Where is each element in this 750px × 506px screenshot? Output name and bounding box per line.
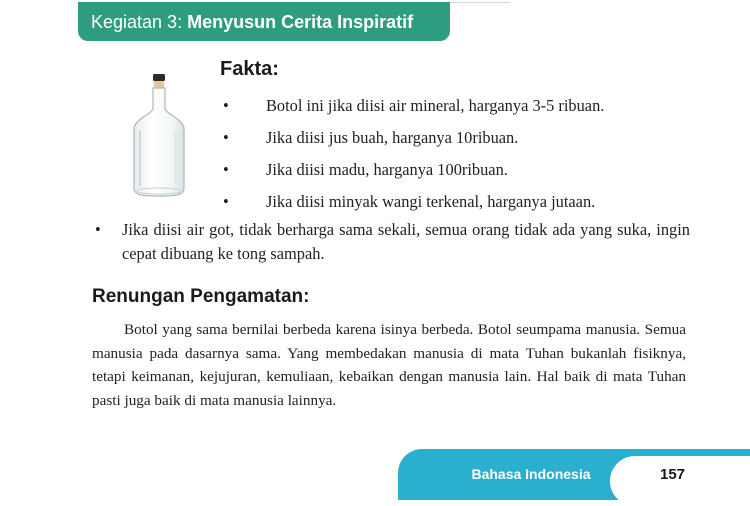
fakta-heading: Fakta: (220, 58, 279, 80)
bullet: • (223, 192, 229, 211)
renungan-paragraph: Botol yang sama bernilai berbeda karena isinya berbeda. Botol seumpama manusia. Semua manusia pada dasarnya sama. Yang membedakan manusia di mata Tuhan bukanlah fisiknya, tetapi keimanan, kejujuran, kemuliaan, kebaikan dengan manusia lain. Hal baik di mata Tuhan pasti juga baik di mata manusia lainnya. (92, 321, 686, 409)
renungan-heading: Renungan Pengamatan: (92, 286, 310, 307)
bullet: • (223, 128, 229, 147)
top-rule (450, 2, 510, 3)
list-item: • Jika diisi minyak wangi terkenal, harganya jutaan. (220, 186, 604, 218)
subject-label: Bahasa Indonesia (471, 466, 591, 482)
activity-title: Menyusun Cerita Inspiratif (187, 12, 414, 32)
list-item: • Jika diisi jus buah, harganya 10ribuan. (220, 122, 604, 154)
activity-label: Kegiatan 3: (91, 12, 183, 32)
bullet: • (223, 160, 229, 179)
list-item: • Jika diisi air got, tidak berharga sama sekali, semua orang tidak ada yang suka, ingin cepat dibuang ke tong sampah. (95, 220, 690, 263)
bullet: • (95, 220, 101, 239)
bullet: • (223, 96, 229, 115)
list-item: • Jika diisi madu, harganya 100ribuan. (220, 154, 604, 186)
activity-header (78, 2, 450, 41)
list-item: • Botol ini jika diisi air mineral, harganya 3-5 ribuan. (220, 90, 604, 122)
fakta-list (220, 90, 604, 218)
page-number: 157 (659, 466, 686, 483)
glass-bottle-icon (126, 74, 192, 198)
